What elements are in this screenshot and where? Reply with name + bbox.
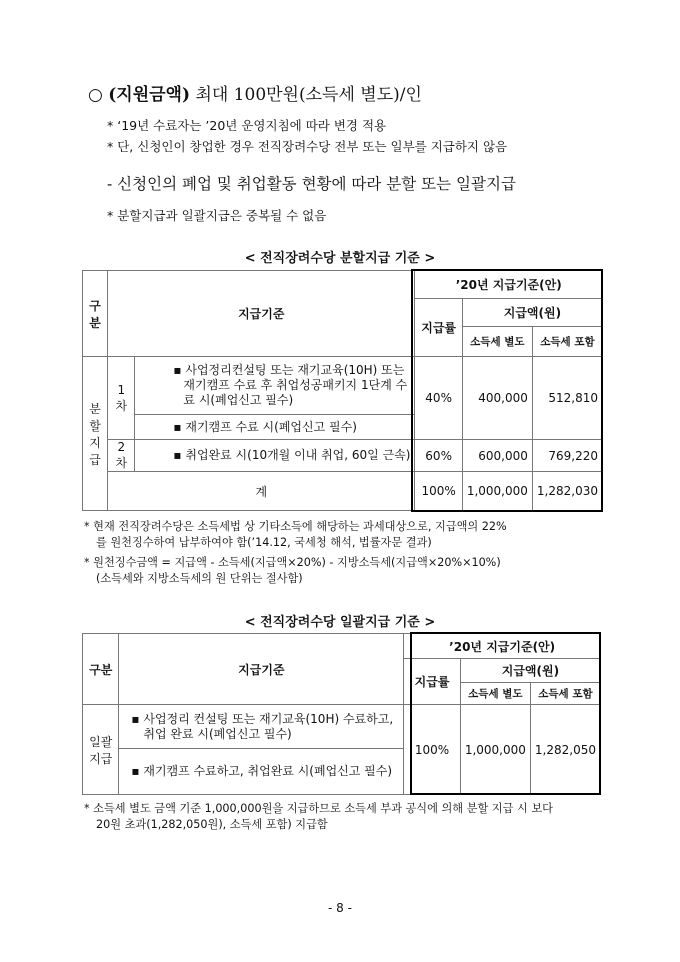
total-label: 계 <box>108 472 415 511</box>
header-rate: 지급률 <box>415 299 462 357</box>
heading-bullet: ○ <box>88 85 103 105</box>
note-t2-1: * 소득세 별도 금액 기준 1,000,000원을 지급하므로 소득세 부과 공식에 의해 분할 지급 시 보다 <box>84 802 553 815</box>
heading-text: 최대 100만원(소득세 별도)/인 <box>195 85 422 105</box>
header-tax-included-2: 소득세 포함 <box>530 683 600 705</box>
heading-label: (지원금액) <box>108 85 191 105</box>
note-top-1: * ‘19년 수료자는 ’20년 운영지침에 따라 변경 적용 <box>107 118 387 133</box>
total-rate: 100% <box>415 472 462 511</box>
criteria-row-2: ▪ 재기캠프 수료 시(폐업신고 필수) <box>135 415 415 440</box>
table2-title: < 전직장려수당 일괄지급 기준 > <box>244 615 436 630</box>
header-criteria: 지급기준 <box>108 271 415 357</box>
header-division: 구분 <box>83 271 108 357</box>
criteria-row-1: ▪ 사업정리컨설팅 또는 재기교육(10H) 또는 재기캠프 수료 후 취업성공패키지 1단계 수료 시(폐업신고 필수) <box>135 357 415 415</box>
lump-rate: 100% <box>404 705 461 795</box>
header-standard: ’20년 지급기준(안) <box>415 271 603 299</box>
header-tax-included: 소득세 포함 <box>532 327 602 357</box>
lump-tax-excluded: 1,000,000 <box>460 705 530 795</box>
header-rate-2: 지급률 <box>404 659 461 705</box>
note-t1-1: * 현재 전직장려수당은 소득세법 상 기타소득에 해당하는 과세대상으로, 지급액의 22% <box>84 520 507 533</box>
note-t1-2: 를 원천징수하여 납부하여야 함(’14.12, 국세청 해석, 법률자문 결과) <box>96 536 432 549</box>
note-t1-3: * 원천징수금액 = 지급액 - 소득세(지급액×20%) - 지방소득세(지급액×20%×10%) <box>84 556 501 569</box>
lump-criteria-row-1: ▪ 사업정리 컨설팅 또는 재기교육(10H) 수료하고, 취업 완료 시(폐업신고 필수) <box>119 705 404 749</box>
criteria-row-3: ▪ 취업완료 시(10개월 이내 취업, 60일 근속) <box>135 440 415 472</box>
note-t2-2: 20원 초과(1,282,050원), 소득세 포함) 지급함 <box>96 818 328 831</box>
header-criteria-2: 지급기준 <box>119 634 404 705</box>
stage1-rate: 40% <box>415 357 462 440</box>
header-tax-excluded-2: 소득세 별도 <box>460 683 530 705</box>
stage2-rate: 60% <box>415 440 462 472</box>
header-tax-excluded: 소득세 별도 <box>462 327 532 357</box>
lump-sum-table <box>82 633 601 795</box>
group-split: 분할 지급 <box>83 357 108 511</box>
total-tax-included: 1,282,030 <box>532 472 602 511</box>
stage1-tax-excluded: 400,000 <box>462 357 532 440</box>
group-lump-sum: 일괄 지급 <box>83 705 119 795</box>
stage2-tax-excluded: 600,000 <box>462 440 532 472</box>
stage1-tax-included: 512,810 <box>532 357 602 440</box>
page-number: - 8 - <box>328 901 352 915</box>
table1-title: < 전직장려수당 분할지급 기준 > <box>244 251 436 266</box>
stage2-tax-included: 769,220 <box>532 440 602 472</box>
note-top-2: * 단, 신청인이 창업한 경우 전직장려수당 전부 또는 일부를 지급하지 않음 <box>107 139 508 154</box>
stage-2: 2차 <box>108 440 135 472</box>
note-mid: * 분할지급과 일괄지급은 중복될 수 없음 <box>107 208 327 223</box>
section-heading <box>88 80 422 105</box>
stage-1: 1차 <box>108 357 135 440</box>
header-amount: 지급액(원) <box>462 299 602 327</box>
header-standard-2: ’20년 지급기준(안) <box>404 634 601 659</box>
lump-criteria-row-2: ▪ 재기캠프 수료하고, 취업완료 시(폐업신고 필수) <box>119 749 404 795</box>
lump-tax-included: 1,282,050 <box>530 705 600 795</box>
note-t1-4: (소득세와 지방소득세의 원 단위는 절사함) <box>96 572 303 585</box>
header-division-2: 구분 <box>83 634 119 705</box>
header-amount-2: 지급액(원) <box>460 659 600 683</box>
total-tax-excluded: 1,000,000 <box>462 472 532 511</box>
dash-item: - 신청인의 폐업 및 취업활동 현황에 따라 분할 또는 일괄지급 <box>107 175 516 193</box>
split-payment-table <box>82 270 603 511</box>
